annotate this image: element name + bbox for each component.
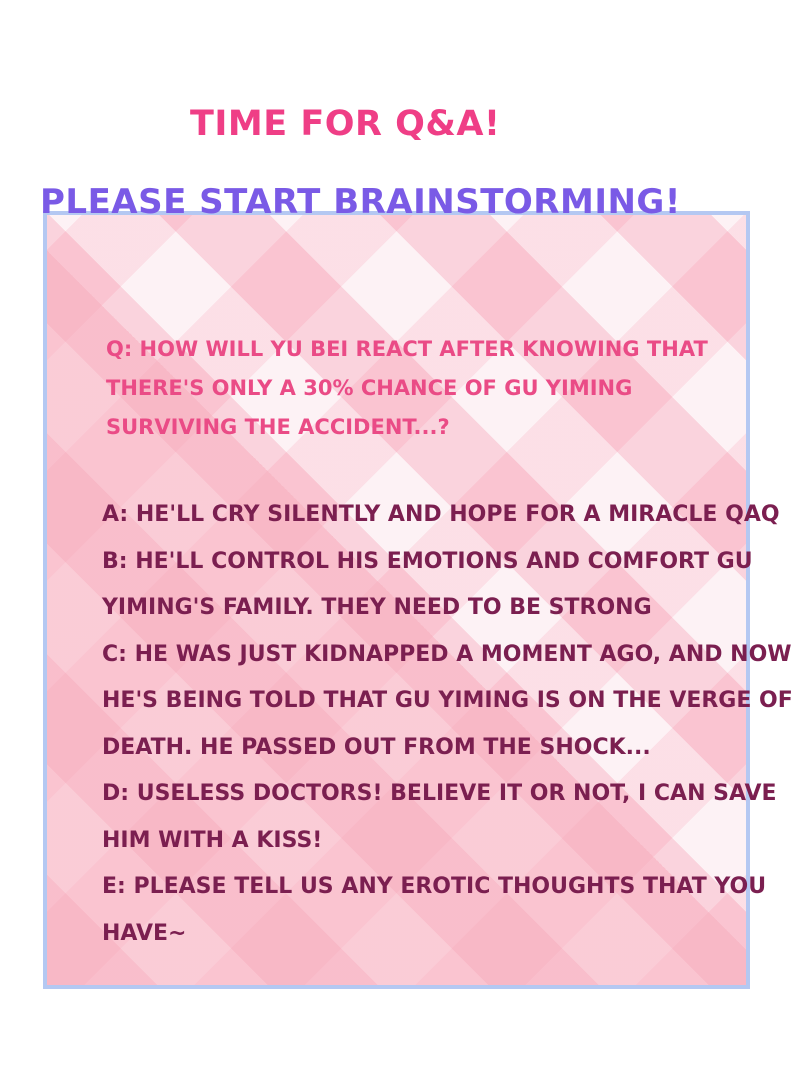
answer-b-line-1: B: HE'LL CONTROL HIS EMOTIONS AND COMFORT GU: [102, 548, 753, 574]
answer-c-line-1: C: HE WAS JUST KIDNAPPED A MOMENT AGO, AND NOW: [102, 641, 792, 667]
answer-d-line-1: D: USELESS DOCTORS! BELIEVE IT OR NOT, I CAN SAVE: [102, 781, 777, 806]
answer-e-line-2: HAVE~: [102, 920, 187, 946]
answer-b-line-2: YIMING'S FAMILY. THEY NEED TO BE STRONG: [102, 595, 652, 620]
question-line-2: THERE'S ONLY A 30% CHANCE OF GU YIMING: [106, 376, 633, 400]
question-line-1: Q: HOW WILL YU BEI REACT AFTER KNOWING THAT: [106, 337, 708, 361]
answer-c-line-2: HE'S BEING TOLD THAT GU YIMING IS ON THE VERGE OF: [102, 688, 793, 713]
qa-title: TIME FOR Q&A!: [190, 104, 501, 144]
answer-a-line-1: A: HE'LL CRY SILENTLY AND HOPE FOR A MIRACLE QAQ: [102, 502, 780, 527]
answer-e-line-1: E: PLEASE TELL US ANY EROTIC THOUGHTS THAT YOU: [102, 874, 767, 899]
answer-d-line-2: HIM WITH A KISS!: [102, 827, 323, 853]
question-block: [106, 330, 708, 447]
brainstorm-subtitle: PLEASE START BRAINSTORMING!: [40, 182, 681, 222]
answer-c-line-3: DEATH. HE PASSED OUT FROM THE SHOCK...: [102, 734, 651, 760]
answer-options: [102, 492, 793, 957]
question-line-3: SURVIVING THE ACCIDENT...?: [106, 415, 450, 439]
